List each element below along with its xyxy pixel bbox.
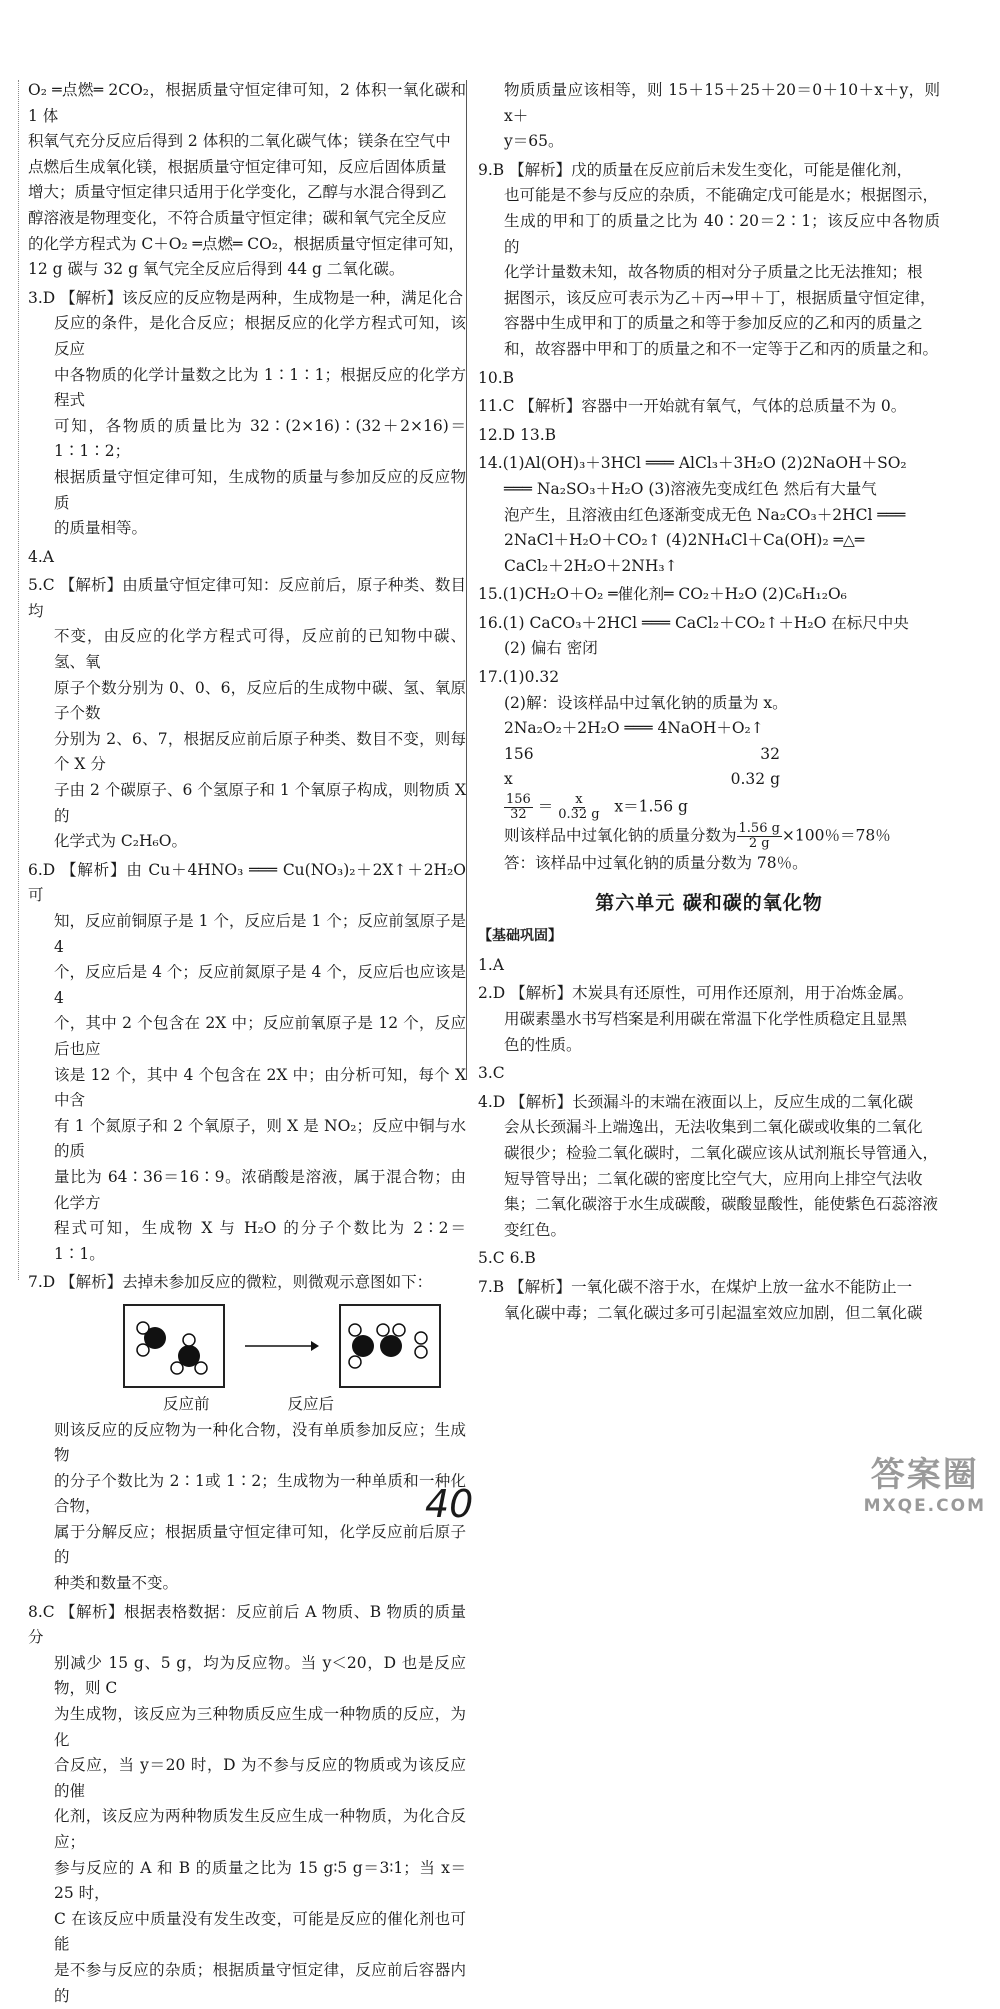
text-line: 11.C 【解析】容器中一开始就有氧气，气体的总质量不为 0。 <box>478 397 907 416</box>
text-line: 点燃后生成氧化镁，根据质量守恒定律可知，反应后固体质量 <box>28 157 447 176</box>
percentage <box>478 822 940 851</box>
before-box <box>123 1304 225 1388</box>
after-caption: 反应后 <box>287 1394 335 1413</box>
text-line: 4.A <box>28 547 54 566</box>
text-line: (2) 偏右 密闭 <box>504 639 598 658</box>
text-line: 6.D 【解析】由 Cu＋4HNO₃ ═══ Cu(NO₃)₂＋2X↑＋2H₂O 可 <box>28 860 466 905</box>
text-line: 是不参与反应的杂质；根据质量守恒定律，反应前后容器内的 <box>54 1960 466 2005</box>
text-line: 也可能是不参与反应的杂质，不能确定戊可能是水；根据图示， <box>504 186 939 205</box>
arrow-icon <box>245 1339 319 1353</box>
text-line: 2.D 【解析】木炭具有还原性，可用作还原剂，用于冶炼金属。 <box>478 984 914 1003</box>
text-line: 合反应，当 y＝20 时，D 为不参与反应的物质或为该反应的催 <box>54 1756 466 1800</box>
answer-15 <box>478 582 940 608</box>
text-line: 可知，各物质的质量比为 32∶(2×16)∶(32＋2×16)＝1∶1∶2； <box>54 416 466 461</box>
text-line: 7.D 【解析】去掉未参加反应的微粒，则微观示意图如下： <box>28 1273 433 1292</box>
watermark-url: MXQE.COM <box>863 1496 986 1516</box>
denominator: 32 <box>510 807 527 823</box>
text-line: CaCl₂＋2H₂O＋2NH₃↑ <box>504 556 678 575</box>
text-line: 泡产生，且溶液由红色逐渐变成无色 Na₂CO₃＋2HCl ═══ <box>504 505 906 524</box>
text-line: 个，其中 2 个包含在 2X 中；反应前氧原子是 12 个，反应后也应 <box>54 1014 466 1058</box>
text-line: 化剂，该反应为两种物质发生反应生成一种物质，为化合反应； <box>54 1807 466 1851</box>
before-caption: 反应前 <box>163 1394 210 1413</box>
text-line: 物质质量应该相等，则 15＋15＋25＋20＝0＋10＋x＋y，则 x＋ <box>504 81 940 125</box>
text-line: 17.(1)0.32 <box>478 668 560 687</box>
text-line: 醇溶液是物理变化，不符合质量守恒定律；碳和氧气完全反应 <box>28 208 447 227</box>
right-column <box>478 78 940 1326</box>
answer-10 <box>478 366 940 392</box>
variable: x <box>504 770 513 789</box>
text-line: 14.(1)Al(OH)₃＋3HCl ═══ AlCl₃＋3H₂O (2)2NaOH＋SO₂ <box>478 454 907 473</box>
mass-value: 32 <box>760 744 780 763</box>
text-line: 的质量相等。 <box>54 519 148 538</box>
text-line: 属于分解反应；根据质量守恒定律可知，化学反应前后原子的 <box>54 1522 466 1567</box>
text-line: (2)解：设该样品中过氧化钠的质量为 x。 <box>504 693 788 712</box>
text-line: 12 g 碳与 32 g 氧气完全反应后得到 44 g 二氧化碳。 <box>28 260 405 279</box>
text-line: 参与反应的 A 和 B 的质量之比为 15 g∶5 g＝3∶1；当 x＝25 时， <box>54 1858 466 1903</box>
margin-rule <box>18 80 20 1280</box>
text-line: 据图示，该反应可表示为乙＋丙→甲＋丁，根据质量守恒定律， <box>504 288 936 307</box>
text-line: 反应的条件，是化合反应；根据反应的化学方程式可知，该反应 <box>54 314 466 358</box>
answer-17 <box>478 665 940 877</box>
text-line: 子由 2 个碳原子、6 个氢原子和 1 个氧原子构成，则物质 X 的 <box>54 781 466 825</box>
text-line: 分别为 2、6、7，根据反应前后原子种类、数目不变，则每个 X 分 <box>54 729 466 774</box>
denominator: 2 g <box>748 836 770 852</box>
molecules-after-icon <box>341 1306 439 1386</box>
text-line: 种类和数量不变。 <box>54 1574 179 1593</box>
section-heading: 【基础巩固】 <box>478 928 562 945</box>
answer-14 <box>478 451 940 579</box>
text-line: 增大；质量守恒定律只适用于化学变化，乙醇与水混合得到乙 <box>28 183 447 202</box>
text-line: 3.D 【解析】该反应的反应物是两种，生成物是一种，满足化合 <box>28 288 464 307</box>
text-line: 则该反应的反应物为一种化合物，没有单质参加反应；生成物 <box>54 1420 466 1465</box>
left-column <box>28 78 466 2009</box>
answer-8 <box>28 1600 466 2009</box>
mass-value: 156 <box>504 744 534 763</box>
denominator: 0.32 g <box>558 807 600 823</box>
text-line: 容器中生成甲和丁的质量之和等于参加反应的乙和丙的质量之 <box>504 314 923 333</box>
answer-7 <box>28 1270 466 1596</box>
text: 则该样品中过氧化钠的质量分数为 <box>504 826 737 845</box>
text-line: 9.B 【解析】戊的质量在反应前后未发生变化，可能是催化剂， <box>478 160 913 179</box>
text-line: 氧化碳中毒；二氧化碳过多可引起温室效应加剧，但二氧化碳 <box>504 1303 923 1322</box>
text-line: 个，反应后是 4 个；反应前氮原子是 4 个，反应后也应该是 4 <box>54 963 466 1007</box>
text-line: 根据质量守恒定律可知，生成物的质量与参加反应的反应物质 <box>54 467 466 512</box>
text-line: y＝65。 <box>504 132 564 151</box>
text-line: 碳很少；检验二氧化碳时，二氧化碳应该从试剂瓶长导管通入， <box>504 1143 939 1162</box>
equation: 2Na₂O₂＋2H₂O ═══ 4NaOH＋O₂↑ <box>504 719 764 738</box>
column-divider <box>466 80 467 1080</box>
text-line: 程式可知，生成物 X 与 H₂O 的分子个数比为 2∶2＝1∶1。 <box>54 1219 466 1263</box>
continued-answer <box>28 78 466 283</box>
text-line: 会从长颈漏斗上端逸出，无法收集到二氧化碳或收集的二氧化 <box>504 1118 923 1137</box>
text-line: 和，故容器中甲和丁的质量之和不一定等于乙和丙的质量之和。 <box>504 339 939 358</box>
answer-5 <box>28 573 466 855</box>
text-line: 有 1 个氮原子和 2 个氧原子，则 X 是 NO₂；反应中铜与水的质 <box>54 1116 466 1161</box>
text-line: 12.D 13.B <box>478 425 557 444</box>
unit-answer-4 <box>478 1090 940 1244</box>
answer-9 <box>478 158 940 363</box>
text-line: O₂ ═点燃═ 2CO₂，根据质量守恒定律可知，2 体积一氧化碳和 1 体 <box>28 81 466 125</box>
conclusion: 答：该样品中过氧化钠的质量分数为 78％。 <box>504 854 808 873</box>
text: ×100％＝78％ <box>781 826 891 845</box>
text-line: 知，反应前铜原子是 1 个，反应后是 1 个；反应前氢原子是 4 <box>54 912 466 956</box>
fraction <box>504 793 533 822</box>
text-line: 变红色。 <box>504 1220 567 1239</box>
answer-6 <box>28 858 466 1268</box>
text-line: 7.B 【解析】一氧化碳不溶于水，在煤炉上放一盆水不能防止一 <box>478 1277 913 1296</box>
text-line: 1.A <box>478 955 504 974</box>
text-line: 4.D 【解析】长颈漏斗的末端在液面以上，反应生成的二氧化碳 <box>478 1092 914 1111</box>
text-line: 2NaCl＋H₂O＋CO₂↑ (4)2NH₄Cl＋Ca(OH)₂ ═△═ <box>504 531 865 550</box>
watermark-text: 答案圈 <box>870 1455 979 1495</box>
unit-answer-3 <box>478 1061 940 1087</box>
after-box <box>339 1304 441 1388</box>
text-line: ═══ Na₂SO₃＋H₂O (3)溶液先变成红色 然后有大量气 <box>504 479 877 498</box>
result: x＝1.56 g <box>614 797 688 816</box>
fraction <box>558 793 599 822</box>
answer-3 <box>28 286 466 542</box>
answer-11 <box>478 394 940 420</box>
mass-row <box>478 742 940 768</box>
text-line: 量比为 64∶36＝16∶9。浓硝酸是溶液，属于混合物；由化学方 <box>54 1167 466 1212</box>
answer-16 <box>478 611 940 662</box>
numerator: x <box>575 792 583 808</box>
text-line: 用碳素墨水书写档案是利用碳在常温下化学性质稳定且显黑 <box>504 1010 908 1028</box>
text-line: 为生成物，该反应为三种物质反应生成一种物质的反应，为化 <box>54 1705 466 1749</box>
text-line: 短导管导出；二氧化碳的密度比空气大，应用向上排空气法收 <box>504 1169 923 1188</box>
text-line: 化学式为 C₂H₆O。 <box>54 832 187 851</box>
text-line: 3.C <box>478 1064 505 1083</box>
answer-12-13 <box>478 423 940 449</box>
unit-answer-5-6 <box>478 1246 940 1272</box>
text-line: 5.C 6.B <box>478 1249 536 1268</box>
unit-answer-2 <box>478 981 940 1058</box>
proportion: $\frac{156}{32}$ ＝ $\frac{x}{0.32 g}$ x＝1.56 g <box>506 792 688 823</box>
continued-answer-8 <box>478 78 940 155</box>
numerator: 1.56 g <box>738 821 780 837</box>
text-line: C 在该反应中质量没有发生改变，可能是反应的催化剂也可能 <box>54 1909 466 1954</box>
text-line: 不变，由反应的化学方程式可得，反应前的已知物中碳、氢、氧 <box>54 627 466 672</box>
text-line: 积氧气充分反应后得到 2 体积的二氧化碳气体；镁条在空气中 <box>28 132 451 151</box>
text-line: 16.(1) CaCO₃＋2HCl ═══ CaCl₂＋CO₂↑＋H₂O 在标尺中央 <box>478 613 909 632</box>
text-line: 别减少 15 g、5 g，均为反应物。当 y＜20，D 也是反应物，则 C <box>54 1653 466 1698</box>
text-line: 5.C 【解析】由质量守恒定律可知：反应前后，原子种类、数目均 <box>28 576 466 620</box>
given-value: 0.32 g <box>730 770 780 789</box>
diagram-captions <box>163 1392 466 1418</box>
watermark-logo <box>864 1447 986 1516</box>
unit-answer-1 <box>478 953 940 979</box>
page-number: 40 <box>425 1482 474 1526</box>
text-line: 10.B <box>478 368 515 387</box>
text-line: 的分子个数比为 2∶1或 1∶2；生成物为一种单质和一种化合物， <box>54 1471 466 1516</box>
text-line: 色的性质。 <box>504 1035 582 1054</box>
molecules-before-icon <box>125 1306 223 1386</box>
text-line: 生成的甲和丁的质量之比为 40∶20＝2∶1；该反应中各物质的 <box>504 211 940 256</box>
answer-4 <box>28 545 466 571</box>
numerator: 156 <box>506 792 531 808</box>
text-line: 该是 12 个，其中 4 个包含在 2X 中；由分析可知，每个 X 中含 <box>54 1065 466 1110</box>
unit-answer-7 <box>478 1275 940 1326</box>
text-line: 的化学方程式为 C＋O₂ ═点燃═ CO₂，根据质量守恒定律可知， <box>28 234 465 253</box>
text-line: 8.C 【解析】根据表格数据：反应前后 A 物质、B 物质的质量分 <box>28 1602 466 1647</box>
text-line: 化学计量数未知，故各物质的相对分子质量之比无法推知；根 <box>504 263 923 282</box>
value-row <box>478 767 940 793</box>
text-line: 集；二氧化碳溶于水生成碳酸，碳酸显酸性，能使紫色石蕊溶液 <box>504 1195 939 1214</box>
text-line: 原子个数分别为 0、0、6，反应后的生成物中碳、氢、氧原子个数 <box>54 678 466 723</box>
fraction <box>737 822 782 851</box>
text-line: 15.(1)CH₂O＋O₂ ═催化剂═ CO₂＋H₂O (2)C₆H₁₂O₆ <box>478 585 847 604</box>
micro-diagram <box>123 1304 466 1388</box>
text-line: 中各物质的化学计量数之比为 1∶1∶1；根据反应的化学方程式 <box>54 365 466 410</box>
unit-title: 第六单元 碳和碳的氧化物 <box>595 891 823 914</box>
